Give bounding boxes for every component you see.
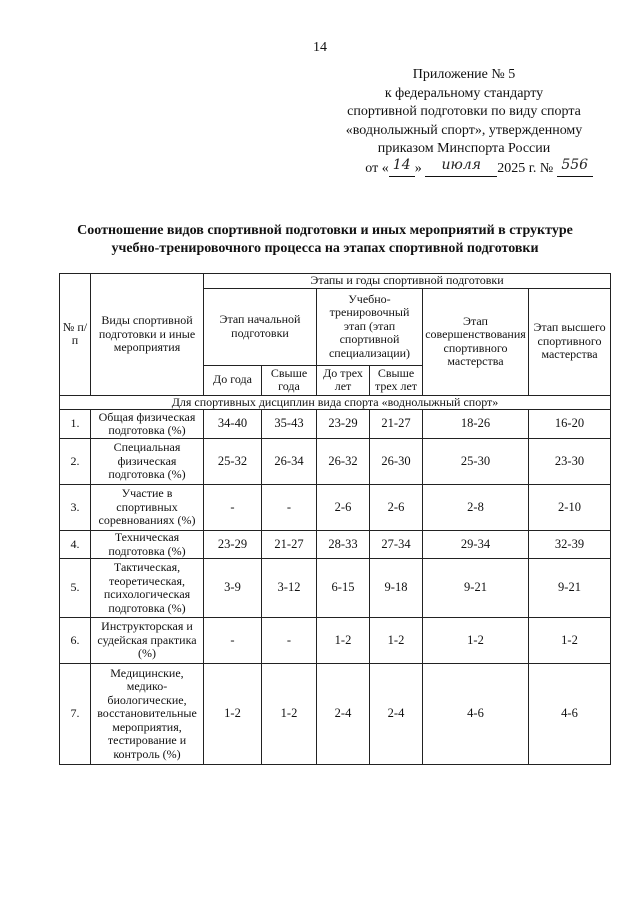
date-year: 2025 г. № (497, 160, 554, 176)
cell-value: 2-8 (423, 485, 529, 531)
cell-value: 3-12 (262, 559, 317, 618)
row-name: Медицинские, медико-биологические, восстановительные мероприятия, тестирование и контроль (%) (91, 664, 204, 765)
row-name: Общая физическая подготовка (%) (91, 410, 204, 439)
cell-value: 23-30 (529, 439, 611, 485)
cell-value: 18-26 (423, 410, 529, 439)
date-month-field (425, 156, 497, 179)
cell-value: 25-32 (204, 439, 262, 485)
table-row (60, 531, 611, 559)
date-prefix: от « (365, 160, 389, 176)
table-row (60, 559, 611, 618)
header-over-three: Свыше трех лет (370, 365, 423, 395)
header-stages: Этапы и годы спортивной подготовки (204, 274, 611, 289)
cell-value: 34-40 (204, 410, 262, 439)
date-month: июля (441, 156, 481, 173)
cell-value: 4-6 (529, 664, 611, 765)
cell-value: 4-6 (423, 664, 529, 765)
row-number: 7. (60, 664, 91, 765)
cell-value: 21-27 (262, 531, 317, 559)
row-number: 2. (60, 439, 91, 485)
row-number: 6. (60, 618, 91, 664)
appendix-line-2: к федеральному стандарту (384, 85, 544, 101)
cell-value: 9-18 (370, 559, 423, 618)
cell-value: 26-32 (317, 439, 370, 485)
header-stage-training: Учебно-тренировочный этап (этап спортивной специализации) (317, 288, 423, 365)
row-number: 1. (60, 410, 91, 439)
appendix-line-5: приказом Минспорта России (377, 141, 551, 156)
cell-value: 27-34 (370, 531, 423, 559)
appendix-line-1: Приложение № 5 (412, 67, 516, 82)
header-over-year: Свыше года (262, 365, 317, 395)
header-up-to-year: До года (204, 365, 262, 395)
table-row (60, 485, 611, 531)
cell-value: 28-33 (317, 531, 370, 559)
date-day: 14 (392, 156, 411, 173)
header-number: № п/п (60, 274, 91, 396)
cell-value: - (262, 485, 317, 531)
cell-value: 26-30 (370, 439, 423, 485)
header-stage-initial: Этап начальной подготовки (204, 288, 317, 365)
date-mid: » (414, 160, 422, 176)
appendix-date-line (324, 156, 604, 179)
cell-value: 16-20 (529, 410, 611, 439)
title-line-2: учебно-тренировочного процесса на этапах спортивной подготовки (111, 241, 539, 256)
order-number: 556 (561, 156, 589, 173)
section-title: Для спортивных дисциплин вида спорта «воднолыжный спорт» (60, 395, 611, 410)
cell-value: 6-15 (317, 559, 370, 618)
row-name: Техническая подготовка (%) (91, 531, 204, 559)
cell-value: 35-43 (262, 410, 317, 439)
cell-value: 1-2 (262, 664, 317, 765)
cell-value: 2-6 (370, 485, 423, 531)
cell-value: 1-2 (529, 618, 611, 664)
training-ratio-table (59, 273, 611, 765)
table-row (60, 410, 611, 439)
header-stage-highest: Этап высшего спортивного мастерства (529, 288, 611, 395)
cell-value: 2-10 (529, 485, 611, 531)
cell-value: 32-39 (529, 531, 611, 559)
cell-value: 1-2 (423, 618, 529, 664)
title-line-1: Соотношение видов спортивной подготовки и иных мероприятий в структуре (77, 223, 573, 238)
table-row (60, 618, 611, 664)
cell-value: 3-9 (204, 559, 262, 618)
appendix-header (324, 66, 604, 178)
row-name: Тактическая, теоретическая, психологическая подготовка (%) (91, 559, 204, 618)
cell-value: 29-34 (423, 531, 529, 559)
row-number: 5. (60, 559, 91, 618)
cell-value: 25-30 (423, 439, 529, 485)
cell-value: 2-4 (317, 664, 370, 765)
table-row (60, 439, 611, 485)
cell-value: 9-21 (529, 559, 611, 618)
date-day-field (389, 156, 415, 179)
header-stage-improvement: Этап совершенствования спортивного мастерства (423, 288, 529, 395)
page-number: 14 (313, 40, 327, 55)
table-row (60, 664, 611, 765)
cell-value: 1-2 (370, 618, 423, 664)
header-training-types: Виды спортивной подготовки и иные мероприятия (91, 274, 204, 396)
cell-value: 9-21 (423, 559, 529, 618)
order-number-field (557, 156, 593, 179)
row-name: Инструкторская и судейская практика (%) (91, 618, 204, 664)
cell-value: - (204, 618, 262, 664)
header-row-1 (60, 274, 611, 289)
cell-value: 23-29 (204, 531, 262, 559)
row-number: 3. (60, 485, 91, 531)
cell-value: 26-34 (262, 439, 317, 485)
cell-value: 1-2 (204, 664, 262, 765)
section-row (60, 395, 611, 410)
appendix-line-4: «воднолыжный спорт», утвержденному (345, 122, 583, 138)
cell-value: 21-27 (370, 410, 423, 439)
cell-value: - (262, 618, 317, 664)
row-name: Участие в спортивных соревнованиях (%) (91, 485, 204, 531)
row-number: 4. (60, 531, 91, 559)
cell-value: 2-6 (317, 485, 370, 531)
cell-value: 23-29 (317, 410, 370, 439)
header-up-to-three: До трех лет (317, 365, 370, 395)
cell-value: - (204, 485, 262, 531)
cell-value: 2-4 (370, 664, 423, 765)
row-name: Специальная физическая подготовка (%) (91, 439, 204, 485)
document-title (40, 222, 610, 258)
appendix-line-3: спортивной подготовки по виду спорта (347, 104, 581, 119)
cell-value: 1-2 (317, 618, 370, 664)
